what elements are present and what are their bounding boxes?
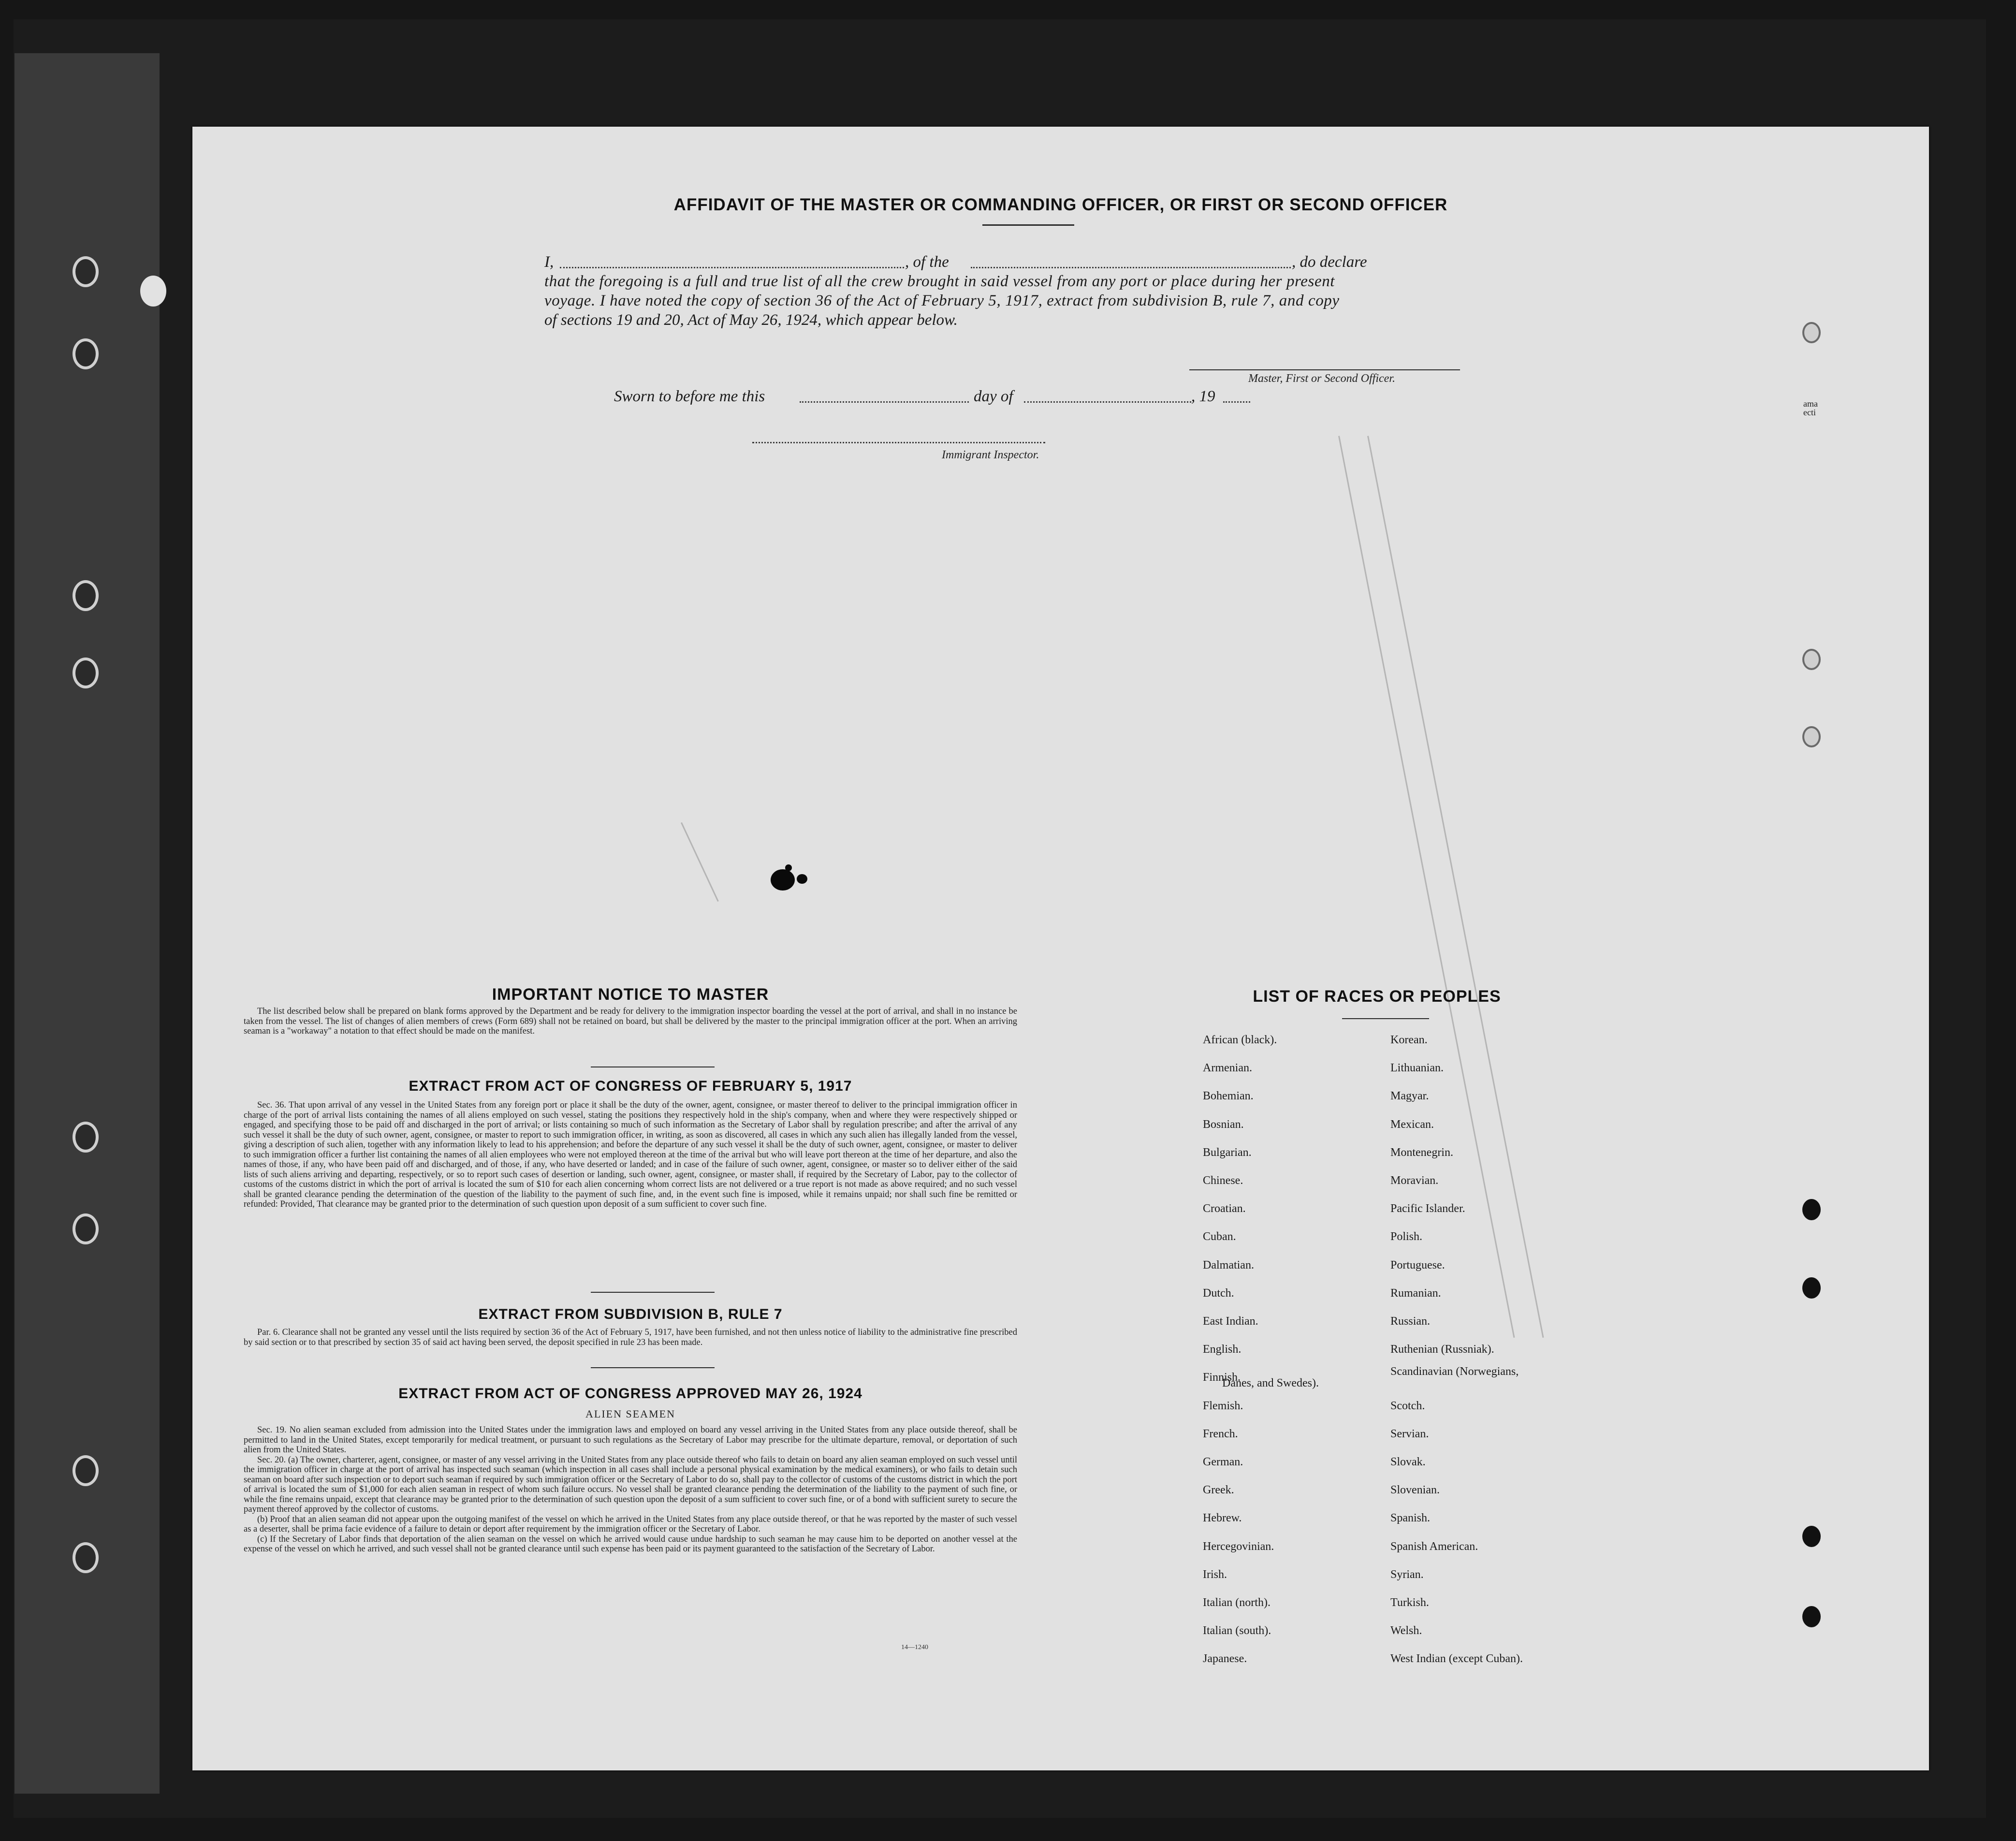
race-item: Hebrew. bbox=[1203, 1512, 1242, 1525]
race-item: Armenian. bbox=[1203, 1062, 1252, 1075]
races-title: LIST OF RACES OR PEOPLES bbox=[1253, 987, 1501, 1006]
extract-1924-title: EXTRACT FROM ACT OF CONGRESS APPROVED MAY 26, 1924 bbox=[398, 1386, 862, 1402]
punch-hole bbox=[1802, 649, 1821, 670]
section-rule bbox=[591, 1367, 715, 1368]
name-blank[interactable] bbox=[560, 267, 904, 268]
race-item: Mexican. bbox=[1390, 1118, 1434, 1131]
race-item: Lithuanian. bbox=[1390, 1062, 1444, 1075]
affidavit-do-declare: , do declare bbox=[1292, 253, 1367, 271]
race-item: English. bbox=[1203, 1343, 1242, 1356]
race-item: Spanish American. bbox=[1390, 1540, 1478, 1553]
race-item: Moravian. bbox=[1390, 1174, 1439, 1187]
race-item: Danes, and Swedes). bbox=[1222, 1377, 1319, 1390]
day-of-text: day of bbox=[974, 388, 1013, 405]
alien-seamen-subtitle: ALIEN SEAMEN bbox=[585, 1408, 675, 1420]
race-item: Hercegovinian. bbox=[1203, 1540, 1274, 1553]
race-item: Japanese. bbox=[1203, 1652, 1247, 1666]
race-item: Syrian. bbox=[1390, 1568, 1424, 1581]
race-item: Russian. bbox=[1390, 1315, 1431, 1328]
punch-hole bbox=[1802, 1526, 1821, 1547]
binder-hole bbox=[73, 580, 99, 611]
race-item: Portuguese. bbox=[1390, 1258, 1445, 1271]
affidavit-line-1 bbox=[544, 253, 554, 271]
race-item: Pacific Islander. bbox=[1390, 1202, 1465, 1215]
race-item: German. bbox=[1203, 1456, 1243, 1468]
race-item: Dalmatian. bbox=[1203, 1258, 1254, 1271]
race-item: Servian. bbox=[1390, 1427, 1429, 1440]
race-item: West Indian (except Cuban). bbox=[1390, 1652, 1523, 1666]
ink-blot bbox=[797, 874, 807, 884]
title-rule bbox=[982, 224, 1074, 226]
race-item: Welsh. bbox=[1390, 1624, 1422, 1637]
race-item: French. bbox=[1203, 1427, 1238, 1440]
vessel-blank[interactable] bbox=[971, 267, 1291, 268]
race-item: Scandinavian (Norwegians, bbox=[1390, 1365, 1519, 1378]
extract-1917-body: Sec. 36. That upon arrival of any vessel in the United States from any foreign port or place it shall be the duty of the owner, agent, consignee, or master thereof to deliver to the principal immigration officer in charge of the port of arrival lists containing the names of all aliens employed on such vessel, stating the positions they respectively hold in the ship's company, when and where they were respectively shipped or engaged, and specifying those to be paid off and discharged in the port of arrival; or lists containing so much of such information as the Secretary of Labor shall by regulation prescribe; and after the arrival of any such vessel it shall be the duty of such owner, agent, consignee, or master to report to such immigration officer, in writing, as soon as discovered, all cases in which any such alien has illegally landed from the vessel, giving a description of such alien, together with any information likely to lead to his apprehension; and before the departure of any such vessel it shall be the duty of such owner, agent, consignee, or master to deliver to such immigration officer a further list containing the names of all alien employees who were not employed thereon at the time of the arrival but who will leave port thereon at the time of her departure, and also the names of those, if any, who have been paid off and discharged, and of those, if any, who have deserted or landed; and in case of the failure of such owner, agent, consignee, or master so to deliver either of the said lists of such aliens arriving and departing, respectively, or so to report such cases of desertion or landing, such owner, agent, consignee, or master shall, if required by the Secretary of Labor, pay to the collector of customs of the customs district in which the port of arrival is located the sum of $10 for each alien concerning whom correct lists are not delivered or a true report is not made as above required; and no such vessel shall be granted clearance pending the determination of the question of the liability to the payment of such fine, and, in the event such fine is imposed, while it remains unpaid; nor shall such fine be remitted or refunded: Provided, That clearance may be granted prior to the determination of such question upon deposit of a sum sufficient to cover such fine. bbox=[244, 1100, 1017, 1209]
affidavit-line-3: voyage. I have noted the copy of section 36 of the Act of February 5, 1917, extract from subdivision B, rule 7, and copy bbox=[544, 292, 1340, 309]
race-item: Spanish. bbox=[1390, 1512, 1431, 1525]
race-item: Korean. bbox=[1390, 1034, 1428, 1046]
ink-blot bbox=[771, 869, 795, 891]
binder-hole bbox=[73, 658, 99, 688]
year-prefix: , 19 bbox=[1191, 388, 1215, 405]
affidavit-title: AFFIDAVIT OF THE MASTER OR COMMANDING OFFICER, OR FIRST OR SECOND OFFICER bbox=[673, 195, 1448, 214]
race-item: Dutch. bbox=[1203, 1286, 1234, 1300]
race-item: Cuban. bbox=[1203, 1230, 1236, 1243]
sec-20c: (c) If the Secretary of Labor finds that deportation of the alien seaman on the vessel on which he arrived would cause undue hardship to such seaman he may cause him to be deported on another vessel at the expense of the vessel on which he arrived, and such vessel shall not be granted clearance until such expense has been paid or its payment guaranteed to the satisfaction of the Secretary of Labor. bbox=[244, 1534, 1017, 1554]
inspector-caption: Immigrant Inspector. bbox=[942, 449, 1039, 461]
punch-hole bbox=[1802, 1199, 1821, 1220]
race-item: African (black). bbox=[1203, 1034, 1277, 1046]
sworn-day-blank[interactable] bbox=[800, 401, 969, 403]
signature-line[interactable] bbox=[1189, 369, 1460, 370]
race-item: Chinese. bbox=[1203, 1174, 1243, 1187]
sworn-month-blank[interactable] bbox=[1024, 401, 1191, 403]
race-item: Montenegrin. bbox=[1390, 1146, 1453, 1159]
affidavit-line-2: that the foregoing is a full and true list of all the crew brought in said vessel from any port or place during her present bbox=[544, 273, 1335, 290]
punch-hole bbox=[1802, 322, 1821, 343]
extract-1924-body bbox=[244, 1425, 1017, 1554]
binder-hole bbox=[73, 256, 99, 287]
race-item: Greek. bbox=[1203, 1484, 1234, 1497]
affidavit-line-4: of sections 19 and 20, Act of May 26, 1924, which appear below. bbox=[544, 311, 958, 329]
extract-1917-title: EXTRACT FROM ACT OF CONGRESS OF FEBRUARY 5, 1917 bbox=[409, 1078, 852, 1094]
affidavit-of-the: , of the bbox=[905, 253, 949, 271]
punch-hole bbox=[1802, 726, 1821, 747]
binder-hole bbox=[73, 1455, 99, 1486]
race-item: Magyar. bbox=[1390, 1090, 1429, 1103]
race-item: Irish. bbox=[1203, 1568, 1227, 1581]
race-item: Ruthenian (Russniak). bbox=[1390, 1343, 1494, 1356]
binder-hole bbox=[73, 1213, 99, 1244]
section-rule bbox=[591, 1292, 715, 1293]
binder-hole bbox=[73, 338, 99, 369]
extract-rule7-body: Par. 6. Clearance shall not be granted any vessel until the lists required by section 36 of the Act of February 5, 1917, have been furnished, and not then unless notice of liability to the administrative fine prescribed by said section or to that prescribed by section 35 of said act having been served, the deposit specified in rule 23 has been made. bbox=[244, 1328, 1017, 1347]
punch-hole bbox=[1802, 1606, 1821, 1627]
notice-title: IMPORTANT NOTICE TO MASTER bbox=[492, 985, 769, 1004]
race-item: Scotch. bbox=[1390, 1399, 1425, 1412]
race-item: Italian (south). bbox=[1203, 1624, 1271, 1637]
race-item: East Indian. bbox=[1203, 1315, 1258, 1328]
form-number: 14—1240 bbox=[901, 1644, 928, 1651]
notice-body: The list described below shall be prepared on blank forms approved by the Department and be ready for delivery to the immigration inspector boarding the vessel at the port of arrival, and shall in no instance be taken from the vessel. The list of changes of alien members of crews (Form 689) shall not be retained on board, but shall be delivered by the master to the principal immigration officer at the port. When an arriving seaman is a "workaway" a notation to that effect should be made on the manifest. bbox=[244, 1007, 1017, 1036]
race-item: Slovak. bbox=[1390, 1456, 1426, 1468]
ink-blot bbox=[785, 864, 792, 871]
race-item: Croatian. bbox=[1203, 1202, 1246, 1215]
binder-hole bbox=[73, 1122, 99, 1153]
sworn-text: Sworn to before me this bbox=[614, 388, 765, 405]
sec-20a: Sec. 20. (a) The owner, charterer, agent, consignee, or master of any vessel arriving in the United States from any place outside thereof who fails to detain on board any alien seaman employed on such vessel until the immigration officer in charge at the port of arrival has inspected such seaman (which inspection in all cases shall include a personal physical examination by the medical examiners), or who fails to detain such seaman on board after such inspection or to deport such seaman if required by such immigration officer or the Secretary of Labor to do so, shall pay to the collector of customs of the customs district in which the port of arrival is located the sum of $1,000 for each alien seaman in respect of whom such failure occurs. No vessel shall be granted clearance pending the determination of the liability to the payment of such fine, or while the fine remains unpaid, except that clearance may be granted prior to the determination of such question upon the deposit of a sum sufficient to cover such fine, or of a bond with sufficient surety to secure the payment thereof approved by the collector of customs. bbox=[244, 1455, 1017, 1514]
sec-20b: (b) Proof that an alien seaman did not appear upon the outgoing manifest of the vessel on which he arrived in the United States from any place outside thereof, or that he was reported by the master of such vessel as a deserter, shall be prima facie evidence of a failure to detain or deport after requirement by the immigration officer or the Secretary of Labor. bbox=[244, 1514, 1017, 1534]
races-title-rule bbox=[1342, 1018, 1429, 1019]
race-item: Finnish. bbox=[1203, 1371, 1241, 1384]
affidavit-i: I, bbox=[544, 253, 554, 271]
extract-rule7-title: EXTRACT FROM SUBDIVISION B, RULE 7 bbox=[478, 1306, 783, 1322]
sworn-year-blank[interactable] bbox=[1223, 401, 1250, 403]
binder-strip bbox=[15, 53, 160, 1794]
sec-19: Sec. 19. No alien seaman excluded from admission into the United States under the immigration laws and employed on board any vessel arriving in the United States from any place outside thereof, shall be permitted to land in the United States, except temporarily for medical treatment, or pursuant to such regulations as the Secretary of Labor may prescribe for the ultimate departure, removal, or deportation of such alien from the United States. bbox=[244, 1425, 1017, 1455]
race-item: Bohemian. bbox=[1203, 1090, 1254, 1103]
race-item: Slovenian. bbox=[1390, 1484, 1440, 1497]
race-item: Bosnian. bbox=[1203, 1118, 1244, 1131]
margin-fragment: ama ecti bbox=[1803, 399, 1818, 417]
punch-hole bbox=[1802, 1277, 1821, 1299]
binder-hole bbox=[73, 1542, 99, 1573]
race-item: Bulgarian. bbox=[1203, 1146, 1252, 1159]
binder-hole bbox=[140, 276, 166, 307]
race-item: Turkish. bbox=[1390, 1596, 1429, 1609]
race-item: Rumanian. bbox=[1390, 1286, 1441, 1300]
race-item: Flemish. bbox=[1203, 1399, 1243, 1412]
signature-caption: Master, First or Second Officer. bbox=[1248, 372, 1395, 385]
race-item: Polish. bbox=[1390, 1230, 1423, 1243]
race-item: Italian (north). bbox=[1203, 1596, 1271, 1609]
document-page bbox=[192, 127, 1929, 1770]
inspector-signature-line[interactable] bbox=[752, 442, 1045, 443]
